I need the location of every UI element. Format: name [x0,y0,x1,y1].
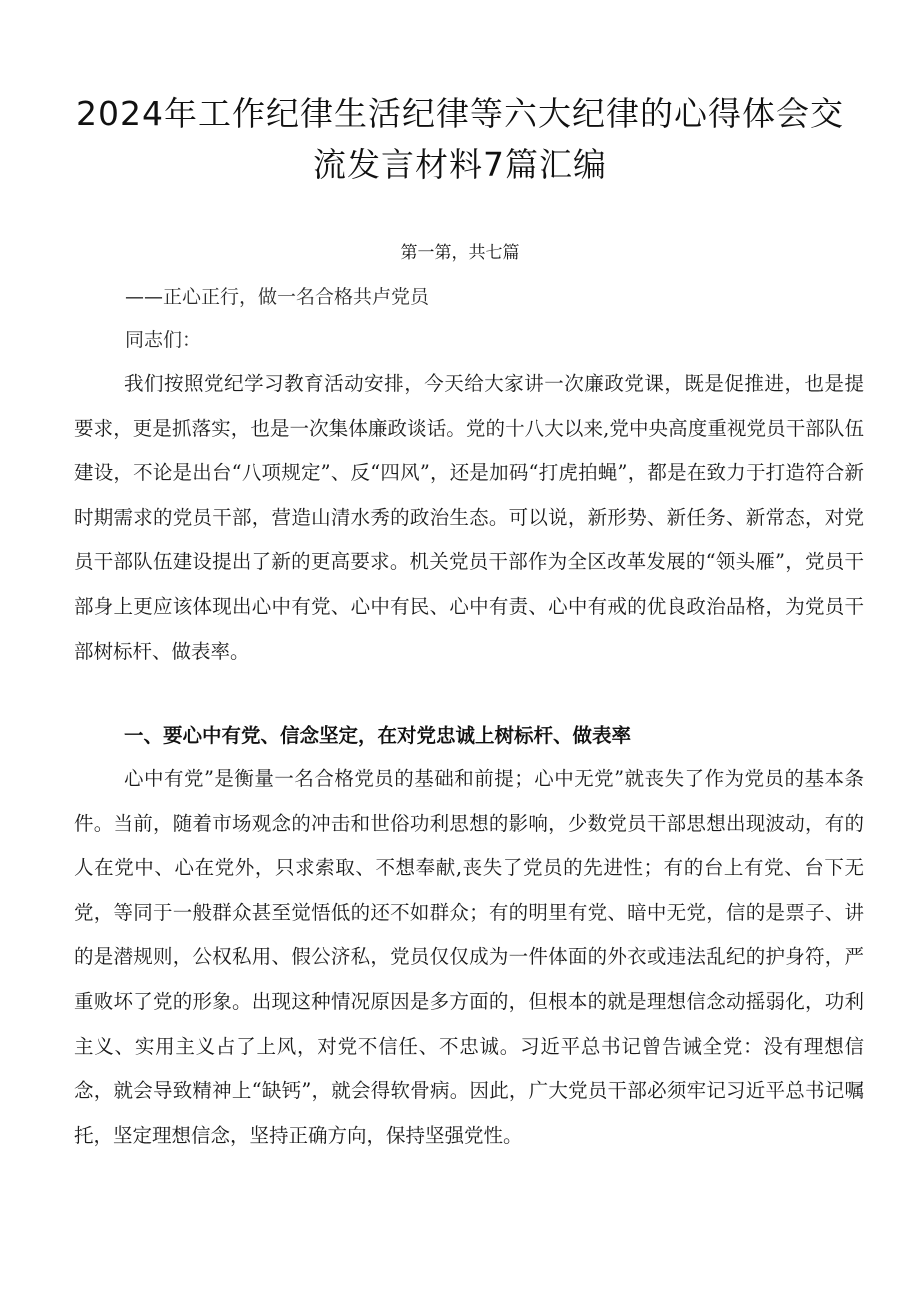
body-paragraph-intro: 我们按照党纪学习教育活动安排，今天给大家讲一次廉政党课，既是促推进，也是提要求，更是抓落实，也是一次集体廉政谈话。党的十八大以来,党中央高度重视党员干部队伍建设，不论是出台“八项规定”、反“四风”，还是加码“打虎拍蝇”，都是在致力于打造符合新时期需求的党员干部，营造山清水秀的政治生态。可以说，新形势、新任务、新常态，对党员干部队伍建设提出了新的更高要求。机关党员干部作为全区改革发展的“领头雁”，党员干部身上更应该体现出心中有党、心中有民、心中有责、心中有戒的优良政治品格，为党员干部树标杆、做表率。 [74,372,864,663]
salutation: 同志们： [125,329,202,351]
section-heading-1: 一、要心中有党、信念坚定，在对党忠诚上树标杆、做表率 [124,724,632,747]
body-paragraph-section-1: 心中有党”是衡量一名合格党员的基础和前提；心中无党”就丧失了作为党员的基本条件。当前，随着市场观念的冲击和世俗功利思想的影响，少数党员干部思想出现波动，有的人在党中、心在党外，只求索取、不想奉献,丧失了党员的先进性；有的台上有党、台下无党，等同于一般群众甚至觉悟低的还不如群众；有的明里有党、暗中无党，信的是票子、讲的是潜规则，公权私用、假公济私，党员仅仅成为一件体面的外衣或违法乱纪的护身符，严重败坏了党的形象。出现这种情况原因是多方面的，但根本的就是理想信念动摇弱化，功利主义、实用主义占了上风，对党不信任、不忠诚。习近平总书记曾告诫全党：没有理想信念，就会导致精神上“缺钙”，就会得软骨病。因此，广大党员干部必须牢记习近平总书记嘱托，坚定理想信念，坚持正确方向，保持坚强党性。 [74,767,864,1147]
document-title: 2024年工作纪律生活纪律等六大纪律的心得体会交流发言材料7篇汇编 [76,94,844,184]
speech-subtitle: ——正心正行，做一名合格共卢党员 [125,286,430,308]
section-label: 第一第，共七篇 [400,243,520,263]
